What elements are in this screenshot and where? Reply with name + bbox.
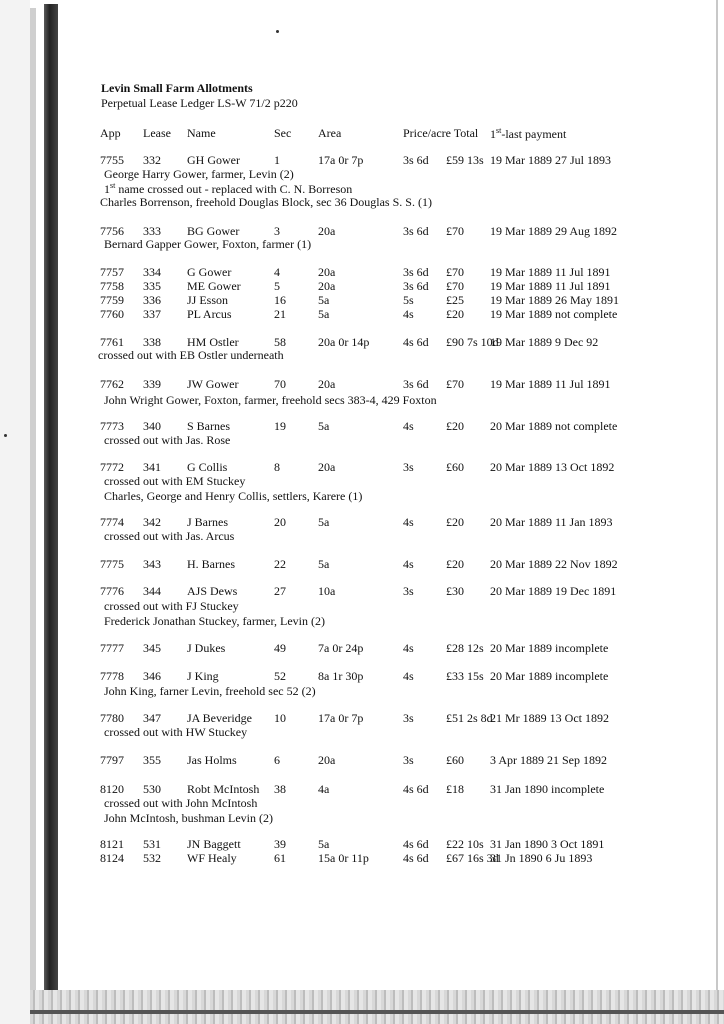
cell-name: JJ Esson — [187, 293, 229, 307]
cell-sec: 16 — [274, 293, 286, 307]
cell-name: S Barnes — [187, 419, 230, 433]
note: 1st name crossed out - replaced with C. N. Borreson — [104, 181, 353, 196]
cell-app: 7774 — [100, 515, 124, 529]
cell-lease: 346 — [143, 669, 161, 683]
cell-name: JA Beveridge — [187, 711, 252, 725]
note: crossed out with EB Ostler underneath — [98, 348, 284, 362]
cell-payment: 20 Mar 1889 not complete — [490, 419, 618, 433]
header-area: Area — [318, 126, 342, 140]
cell-price: 4s 6d — [403, 837, 429, 851]
cell-sec: 52 — [274, 669, 286, 683]
cell-price: 3s 6d — [403, 377, 429, 391]
cell-app: 7761 — [100, 335, 124, 349]
cell-price: 3s 6d — [403, 279, 429, 293]
cell-total: £20 — [446, 515, 464, 529]
cell-name: Jas Holms — [187, 753, 237, 767]
cell-payment: 21 Mr 1889 13 Oct 1892 — [490, 711, 609, 725]
cell-name: J King — [187, 669, 219, 683]
cell-sec: 6 — [274, 753, 280, 767]
cell-total: £70 — [446, 224, 464, 238]
cell-total: £51 2s 8d — [446, 711, 493, 725]
cell-area: 17a 0r 7p — [318, 711, 364, 725]
cell-price: 4s 6d — [403, 335, 429, 349]
cell-sec: 19 — [274, 419, 286, 433]
cell-price: 4s 6d — [403, 782, 429, 796]
note: Charles Borrenson, freehold Douglas Block, sec 36 Douglas S. S. (1) — [100, 195, 432, 209]
cell-price: 4s — [403, 307, 414, 321]
cell-lease: 345 — [143, 641, 161, 655]
cell-name: G Collis — [187, 460, 228, 474]
cell-lease: 530 — [143, 782, 161, 796]
cell-total: £18 — [446, 782, 464, 796]
cell-name: J Barnes — [187, 515, 228, 529]
cell-payment: 20 Mar 1889 11 Jan 1893 — [490, 515, 613, 529]
cell-price: 4s 6d — [403, 851, 429, 865]
cell-area: 20a — [318, 224, 336, 238]
cell-payment: 31 Jan 1890 incomplete — [490, 782, 605, 796]
cell-payment: 19 Mar 1889 11 Jul 1891 — [490, 265, 611, 279]
cell-sec: 70 — [274, 377, 286, 391]
cell-lease: 333 — [143, 224, 161, 238]
cell-payment: 20 Mar 1889 22 Nov 1892 — [490, 557, 618, 571]
cell-name: AJS Dews — [187, 584, 238, 598]
cell-lease: 343 — [143, 557, 161, 571]
cell-name: Robt McIntosh — [187, 782, 260, 796]
cell-sec: 49 — [274, 641, 286, 655]
cell-lease: 342 — [143, 515, 161, 529]
cell-price: 5s — [403, 293, 414, 307]
cell-area: 20a 0r 14p — [318, 335, 370, 349]
cell-area: 5a — [318, 307, 330, 321]
cell-sec: 5 — [274, 279, 280, 293]
cell-lease: 339 — [143, 377, 161, 391]
cell-sec: 21 — [274, 307, 286, 321]
cell-total: £70 — [446, 279, 464, 293]
cell-price: 4s — [403, 641, 414, 655]
cell-app: 7776 — [100, 584, 124, 598]
cell-area: 5a — [318, 419, 330, 433]
note: crossed out with FJ Stuckey — [104, 599, 239, 613]
document-title: Levin Small Farm Allotments — [101, 81, 253, 95]
cell-area: 4a — [318, 782, 330, 796]
cell-total: £70 — [446, 377, 464, 391]
cell-total: £60 — [446, 460, 464, 474]
cell-name: G Gower — [187, 265, 232, 279]
cell-name: JW Gower — [187, 377, 239, 391]
cell-total: £30 — [446, 584, 464, 598]
cell-payment: 19 Mar 1889 26 May 1891 — [490, 293, 619, 307]
document-subtitle: Perpetual Lease Ledger LS-W 71/2 p220 — [101, 96, 298, 110]
cell-lease: 355 — [143, 753, 161, 767]
cell-lease: 531 — [143, 837, 161, 851]
cell-price: 3s 6d — [403, 153, 429, 167]
cell-payment: 31 Jan 1890 3 Oct 1891 — [490, 837, 605, 851]
cell-payment: 3 Apr 1889 21 Sep 1892 — [490, 753, 607, 767]
note: crossed out with Jas. Rose — [104, 433, 231, 447]
cell-sec: 1 — [274, 153, 280, 167]
cell-total: £20 — [446, 307, 464, 321]
cell-price: 3s — [403, 711, 414, 725]
cell-lease: 338 — [143, 335, 161, 349]
cell-payment: 20 Mar 1889 19 Dec 1891 — [490, 584, 617, 598]
note: crossed out with Jas. Arcus — [104, 529, 235, 543]
cell-lease: 337 — [143, 307, 161, 321]
cell-area: 5a — [318, 837, 330, 851]
note: Charles, George and Henry Collis, settlers, Karere (1) — [104, 489, 363, 503]
cell-app: 8120 — [100, 782, 124, 796]
cell-area: 20a — [318, 265, 336, 279]
cell-sec: 8 — [274, 460, 280, 474]
cell-lease: 532 — [143, 851, 161, 865]
note: John King, farner Levin, freehold sec 52 (2) — [104, 684, 316, 698]
cell-app: 7755 — [100, 153, 124, 167]
cell-price: 3s — [403, 584, 414, 598]
cell-lease: 335 — [143, 279, 161, 293]
cell-area: 8a 1r 30p — [318, 669, 364, 683]
cell-price: 4s — [403, 557, 414, 571]
cell-sec: 10 — [274, 711, 286, 725]
note: crossed out with HW Stuckey — [104, 725, 248, 739]
note: John McIntosh, bushman Levin (2) — [104, 811, 273, 825]
cell-total: £25 — [446, 293, 464, 307]
cell-payment: 19 Mar 1889 9 Dec 92 — [490, 335, 599, 349]
header-name: Name — [187, 126, 216, 140]
cell-total: £60 — [446, 753, 464, 767]
cell-sec: 38 — [274, 782, 286, 796]
header-payment: 1st-last payment — [490, 126, 567, 141]
cell-name: PL Arcus — [187, 307, 232, 321]
cell-sec: 22 — [274, 557, 286, 571]
cell-app: 7780 — [100, 711, 124, 725]
cell-app: 7757 — [100, 265, 124, 279]
cell-total: £70 — [446, 265, 464, 279]
cell-area: 20a — [318, 460, 336, 474]
cell-price: 3s 6d — [403, 224, 429, 238]
cell-sec: 61 — [274, 851, 286, 865]
cell-sec: 58 — [274, 335, 286, 349]
cell-name: HM Ostler — [187, 335, 239, 349]
cell-lease: 347 — [143, 711, 161, 725]
cell-total: £28 12s — [446, 641, 484, 655]
header-app: App — [100, 126, 121, 140]
cell-sec: 3 — [274, 224, 280, 238]
cell-total: £59 13s — [446, 153, 484, 167]
cell-name: J Dukes — [187, 641, 226, 655]
note: George Harry Gower, farmer, Levin (2) — [104, 167, 294, 181]
cell-payment: 19 Mar 1889 11 Jul 1891 — [490, 377, 611, 391]
cell-total: £20 — [446, 419, 464, 433]
cell-app: 7775 — [100, 557, 124, 571]
cell-area: 5a — [318, 557, 330, 571]
cell-app: 7759 — [100, 293, 124, 307]
cell-sec: 39 — [274, 837, 286, 851]
header-lease: Lease — [143, 126, 171, 140]
cell-area: 17a 0r 7p — [318, 153, 364, 167]
cell-area: 20a — [318, 377, 336, 391]
cell-area: 5a — [318, 293, 330, 307]
cell-payment: 20 Mar 1889 incomplete — [490, 641, 609, 655]
cell-payment: 19 Mar 1889 not complete — [490, 307, 618, 321]
cell-lease: 332 — [143, 153, 161, 167]
cell-app: 8124 — [100, 851, 124, 865]
cell-lease: 344 — [143, 584, 161, 598]
cell-total: £20 — [446, 557, 464, 571]
cell-total: £33 15s — [446, 669, 484, 683]
cell-name: GH Gower — [187, 153, 240, 167]
cell-payment: 19 Mar 1889 27 Jul 1893 — [490, 153, 611, 167]
cell-app: 7772 — [100, 460, 124, 474]
cell-area: 5a — [318, 515, 330, 529]
cell-area: 7a 0r 24p — [318, 641, 364, 655]
cell-payment: 20 Mar 1889 13 Oct 1892 — [490, 460, 615, 474]
header-sec: Sec — [274, 126, 292, 140]
cell-payment: 19 Mar 1889 11 Jul 1891 — [490, 279, 611, 293]
cell-app: 7762 — [100, 377, 124, 391]
cell-area: 20a — [318, 753, 336, 767]
cell-app: 7760 — [100, 307, 124, 321]
cell-name: H. Barnes — [187, 557, 235, 571]
cell-sec: 4 — [274, 265, 280, 279]
note: crossed out with EM Stuckey — [104, 474, 246, 488]
cell-app: 7758 — [100, 279, 124, 293]
cell-price: 3s — [403, 753, 414, 767]
cell-total: £22 10s — [446, 837, 484, 851]
cell-app: 7797 — [100, 753, 124, 767]
cell-lease: 341 — [143, 460, 161, 474]
cell-price: 4s — [403, 515, 414, 529]
cell-sec: 27 — [274, 584, 286, 598]
cell-total: £90 7s 10d — [446, 335, 499, 349]
cell-name: JN Baggett — [187, 837, 241, 851]
header-price-total: Price/acre Total — [403, 126, 479, 140]
cell-area: 15a 0r 11p — [318, 851, 369, 865]
cell-lease: 340 — [143, 419, 161, 433]
cell-app: 8121 — [100, 837, 124, 851]
cell-sec: 20 — [274, 515, 286, 529]
cell-app: 7756 — [100, 224, 124, 238]
cell-name: WF Healy — [187, 851, 237, 865]
cell-price: 4s — [403, 419, 414, 433]
cell-price: 4s — [403, 669, 414, 683]
cell-app: 7777 — [100, 641, 124, 655]
cell-payment: 19 Mar 1889 29 Aug 1892 — [490, 224, 617, 238]
cell-payment: 31 Jn 1890 6 Ju 1893 — [490, 851, 593, 865]
cell-price: 3s — [403, 460, 414, 474]
note: Frederick Jonathan Stuckey, farmer, Levin (2) — [104, 614, 325, 628]
cell-payment: 20 Mar 1889 incomplete — [490, 669, 609, 683]
cell-area: 10a — [318, 584, 336, 598]
cell-name: BG Gower — [187, 224, 240, 238]
note: Bernard Gapper Gower, Foxton, farmer (1) — [104, 237, 312, 251]
cell-app: 7773 — [100, 419, 124, 433]
note: John Wright Gower, Foxton, farmer, freehold secs 383-4, 429 Foxton — [104, 393, 437, 407]
note: crossed out with John McIntosh — [104, 796, 258, 810]
cell-app: 7778 — [100, 669, 124, 683]
cell-total: £67 16s 3d — [446, 851, 499, 865]
cell-price: 3s 6d — [403, 265, 429, 279]
cell-name: ME Gower — [187, 279, 241, 293]
cell-lease: 336 — [143, 293, 161, 307]
cell-lease: 334 — [143, 265, 161, 279]
cell-area: 20a — [318, 279, 336, 293]
